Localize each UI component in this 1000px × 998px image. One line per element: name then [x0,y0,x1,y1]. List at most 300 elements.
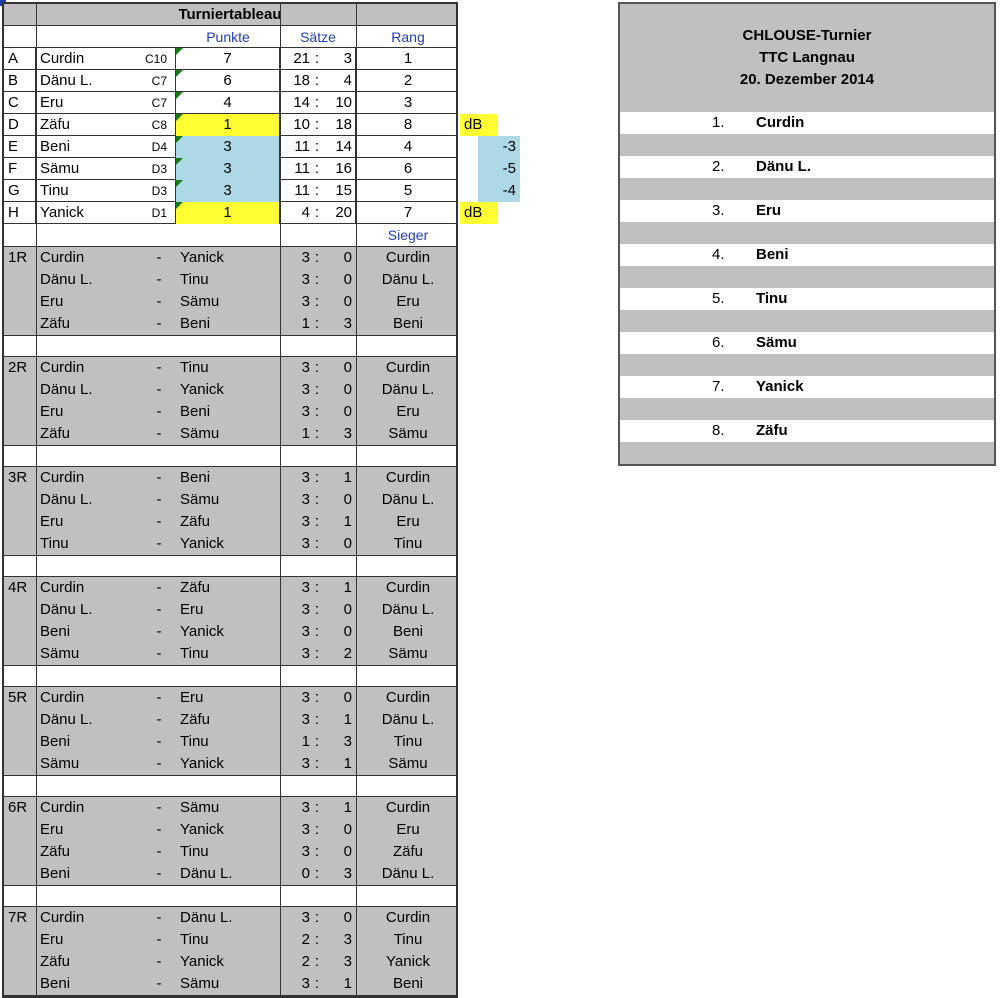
player-rank: 2 [403,72,413,89]
player-name: Dänu L. [40,72,93,89]
column-divider [36,4,37,996]
score-away: 0 [343,821,352,838]
round-label: 3R [8,469,28,486]
score-away: 0 [343,293,352,310]
tiebreak-note: dB [460,202,498,224]
match-home-player: Eru [40,293,64,310]
match-score [280,577,356,599]
match-home-player: Beni [40,865,71,882]
score-away: 0 [343,909,352,926]
match-score [280,709,356,731]
score-away: 3 [343,733,352,750]
comment-marker-icon [176,48,183,55]
ranking-entry [620,288,994,310]
match-home-player: Dänu L. [40,711,93,728]
score-away: 0 [343,689,352,706]
round-spacer [4,666,456,686]
sets-won: 11 [294,160,310,177]
player-points: 6 [223,72,232,89]
sets-lost: 18 [335,116,352,133]
player-points: 1 [223,116,232,133]
match-home-player: Curdin [40,359,85,376]
match-dash: - [156,711,162,728]
match-away-player: Dänu L. [180,865,233,882]
player-points-cell [176,114,280,136]
ranking-position: 4. [712,246,725,263]
round-label: 2R [8,359,28,376]
match-row[interactable] [4,423,456,445]
player-name: Curdin [40,50,85,67]
score-colon: : [314,579,320,596]
match-dash: - [156,645,162,662]
match-row[interactable] [4,357,456,379]
ranking-name: Curdin [756,114,805,131]
player-name-cell [36,92,176,114]
match-dash: - [156,601,162,618]
score-colon: : [314,931,320,948]
ranking-entry [620,156,994,178]
match-row[interactable] [4,511,456,533]
round-block [4,796,456,886]
score-colon: : [314,711,320,728]
comment-marker-icon [176,202,183,209]
match-away-player: Zäfu [180,579,211,596]
round-block [4,686,456,776]
header-saetze: Sätze [300,29,336,45]
match-row[interactable] [4,973,456,995]
score-away: 1 [343,799,352,816]
sets-colon: : [314,50,320,67]
score-home: 3 [301,381,310,398]
score-colon: : [314,425,320,442]
player-points: 3 [223,160,232,177]
score-home: 3 [301,843,310,860]
match-winner: Curdin [385,799,431,816]
match-score [280,511,356,533]
score-home: 3 [301,359,310,376]
match-away-player: Beni [180,315,211,332]
score-home: 3 [301,271,310,288]
score-away: 0 [343,843,352,860]
round-label: 5R [8,689,28,706]
match-away-player: Sämu [180,799,220,816]
comment-marker-icon [176,70,183,77]
round-label: 4R [8,579,28,596]
match-winner: Sämu [388,645,428,662]
score-home: 3 [301,645,310,662]
score-colon: : [314,843,320,860]
player-letter: G [4,180,36,202]
set-difference: -5 [478,158,520,180]
match-dash: - [156,425,162,442]
match-away-player: Tinu [180,931,209,948]
score-away: 0 [343,403,352,420]
tournament-sheet [2,2,458,998]
score-colon: : [314,469,320,486]
match-dash: - [156,359,162,376]
ranking-entry [620,420,994,442]
match-winner: Curdin [385,249,431,266]
match-home-player: Zäfu [40,843,71,860]
match-score [280,599,356,621]
match-home-player: Dänu L. [40,271,93,288]
round-spacer [4,886,456,906]
players-table [4,48,456,224]
match-winner: Curdin [385,909,431,926]
player-name: Beni [40,138,71,155]
match-row[interactable] [4,291,456,313]
match-row[interactable] [4,687,456,709]
score-away: 0 [343,491,352,508]
sets-colon: : [314,204,320,221]
match-score [280,379,356,401]
match-dash: - [156,843,162,860]
score-home: 3 [301,909,310,926]
player-name-cell [36,180,176,202]
sets-colon: : [314,116,320,133]
ranking-entry [620,112,994,134]
sets-won: 14 [293,94,310,111]
score-away: 1 [343,469,352,486]
match-home-player: Zäfu [40,953,71,970]
score-home: 1 [301,733,310,750]
match-home-player: Zäfu [40,425,71,442]
score-colon: : [314,293,320,310]
set-difference: -4 [478,180,520,202]
player-points-cell [176,136,280,158]
tiebreak-note: dB [460,114,498,136]
player-name: Yanick [40,204,84,221]
score-colon: : [314,821,320,838]
match-score [280,841,356,863]
ranking-box [618,2,996,466]
score-colon: : [314,689,320,706]
sets-lost: 3 [343,50,352,67]
comment-marker-icon [176,158,183,165]
player-name-cell [36,202,176,224]
match-home-player: Eru [40,821,64,838]
score-home: 0 [301,865,310,882]
match-away-player: Yanick [180,381,224,398]
match-winner: Eru [396,293,420,310]
match-row[interactable] [4,599,456,621]
match-row[interactable] [4,401,456,423]
player-row[interactable] [4,48,456,70]
match-home-player: Dänu L. [40,381,93,398]
score-away: 3 [343,931,352,948]
ranking-entry [620,244,994,266]
match-row[interactable] [4,929,456,951]
score-home: 3 [301,579,310,596]
match-away-player: Yanick [180,953,224,970]
match-row[interactable] [4,379,456,401]
comment-marker-icon [176,136,183,143]
match-winner: Beni [392,623,424,640]
match-away-player: Tinu [180,733,209,750]
match-row[interactable] [4,819,456,841]
score-away: 0 [343,623,352,640]
match-row[interactable] [4,533,456,555]
score-home: 3 [301,469,310,486]
player-letter: C [4,92,36,114]
match-winner: Dänu L. [381,381,435,398]
match-winner: Sämu [388,425,428,442]
match-row[interactable] [4,489,456,511]
sets-won: 21 [293,50,310,67]
match-home-player: Beni [40,623,71,640]
player-class: D3 [151,184,167,198]
match-score [280,621,356,643]
match-row[interactable] [4,951,456,973]
score-away: 1 [343,975,352,992]
ranking-entry [620,376,994,398]
player-points-cell [176,70,280,92]
player-sets [280,70,356,92]
match-away-player: Sämu [180,293,220,310]
player-name: Tinu [40,182,69,199]
player-points: 1 [223,204,232,221]
match-score [280,269,356,291]
sets-won: 11 [294,138,310,155]
score-colon: : [314,865,320,882]
player-sets [280,48,356,70]
match-dash: - [156,755,162,772]
player-name-cell [36,114,176,136]
player-row[interactable] [4,180,456,202]
ranking-title-tournament: CHLOUSE-Turnier [742,27,872,44]
score-colon: : [314,953,320,970]
match-row[interactable] [4,621,456,643]
match-winner: Curdin [385,359,431,376]
match-dash: - [156,469,162,486]
match-score [280,467,356,489]
ranking-title-block [620,4,994,112]
player-letter: F [4,158,36,180]
match-row[interactable] [4,247,456,269]
score-home: 3 [301,799,310,816]
match-row[interactable] [4,577,456,599]
score-away: 1 [343,579,352,596]
match-away-player: Sämu [180,425,220,442]
match-dash: - [156,865,162,882]
ranking-position: 3. [712,202,725,219]
score-home: 3 [301,535,310,552]
ranking-title-date: 20. Dezember 2014 [739,71,875,88]
match-winner: Dänu L. [381,271,435,288]
match-dash: - [156,579,162,596]
ranking-name: Beni [756,246,789,263]
match-winner: Beni [392,315,424,332]
round-label: 7R [8,909,28,926]
rounds-list [4,246,456,996]
player-rank: 4 [403,138,413,155]
round-spacer [4,446,456,466]
player-row[interactable] [4,92,456,114]
match-away-player: Tinu [180,271,209,288]
score-away: 3 [343,953,352,970]
player-letter: B [4,70,36,92]
player-rank: 7 [403,204,413,221]
player-name-cell [36,48,176,70]
match-dash: - [156,315,162,332]
player-row[interactable] [4,158,456,180]
sets-won: 11 [294,182,310,199]
player-class: D1 [151,206,167,220]
score-away: 1 [343,711,352,728]
match-score [280,247,356,269]
score-away: 0 [343,359,352,376]
player-letter: A [4,48,36,70]
player-rank: 5 [403,182,413,199]
player-rank: 8 [403,116,413,133]
ranking-name: Yanick [756,378,804,395]
match-row[interactable] [4,731,456,753]
match-home-player: Dänu L. [40,491,93,508]
match-dash: - [156,689,162,706]
match-row[interactable] [4,841,456,863]
player-name-cell [36,136,176,158]
match-row[interactable] [4,797,456,819]
player-points-cell [176,180,280,202]
ranking-list [620,112,994,442]
score-colon: : [314,315,320,332]
match-winner: Zäfu [392,843,423,860]
sets-lost: 14 [335,138,352,155]
match-score [280,973,356,995]
match-away-player: Dänu L. [180,909,233,926]
ranking-position: 8. [712,422,725,439]
round-spacer [4,336,456,356]
header-punkte: Punkte [206,29,250,45]
match-winner: Eru [396,403,420,420]
ranking-position: 1. [712,114,725,131]
match-away-player: Zäfu [180,513,211,530]
score-home: 3 [301,623,310,640]
match-score [280,753,356,775]
round-block [4,906,456,996]
sets-won: 10 [293,116,310,133]
sets-won: 4 [301,204,310,221]
score-away: 1 [343,755,352,772]
round-block [4,576,456,666]
match-dash: - [156,909,162,926]
match-dash: - [156,271,162,288]
player-row[interactable] [4,114,456,136]
match-dash: - [156,403,162,420]
match-winner: Beni [392,975,424,992]
match-row[interactable] [4,753,456,775]
player-sets [280,158,356,180]
match-winner: Curdin [385,689,431,706]
match-row[interactable] [4,643,456,665]
match-row[interactable] [4,863,456,885]
match-score [280,863,356,885]
match-score [280,797,356,819]
ranking-name: Zäfu [756,422,788,439]
player-sets [280,92,356,114]
score-home: 3 [301,601,310,618]
match-away-player: Beni [180,403,211,420]
score-colon: : [314,733,320,750]
match-winner: Dänu L. [381,865,435,882]
match-winner: Eru [396,821,420,838]
ranking-position: 7. [712,378,725,395]
score-colon: : [314,601,320,618]
match-home-player: Sämu [40,645,80,662]
match-score [280,907,356,929]
match-winner: Tinu [393,931,423,948]
match-row[interactable] [4,269,456,291]
match-dash: - [156,513,162,530]
player-name-cell [36,70,176,92]
match-home-player: Eru [40,931,64,948]
score-home: 1 [301,315,310,332]
match-row[interactable] [4,313,456,335]
player-points-cell [176,158,280,180]
match-row[interactable] [4,467,456,489]
match-winner: Sämu [388,755,428,772]
match-winner: Tinu [393,733,423,750]
match-away-player: Tinu [180,359,209,376]
player-row[interactable] [4,70,456,92]
ranking-name: Eru [756,202,782,219]
sets-colon: : [314,138,320,155]
score-home: 3 [301,403,310,420]
player-name: Zäfu [40,116,71,133]
round-spacer [4,776,456,796]
score-home: 3 [301,689,310,706]
match-dash: - [156,799,162,816]
match-score [280,313,356,335]
score-home: 2 [301,931,310,948]
sets-lost: 16 [335,160,352,177]
score-away: 3 [343,425,352,442]
player-letter: E [4,136,36,158]
match-home-player: Beni [40,733,71,750]
set-difference: -3 [478,136,520,158]
match-score [280,731,356,753]
sets-lost: 10 [335,94,352,111]
match-dash: - [156,953,162,970]
match-winner: Eru [396,513,420,530]
player-row[interactable] [4,136,456,158]
round-label: 6R [8,799,28,816]
player-row[interactable] [4,202,456,224]
player-points: 7 [223,50,232,67]
match-away-player: Yanick [180,755,224,772]
match-score [280,951,356,973]
ranking-name: Tinu [756,290,788,307]
match-score [280,357,356,379]
column-header-row [4,26,456,48]
match-away-player: Zäfu [180,711,211,728]
score-colon: : [314,535,320,552]
player-name: Eru [40,94,64,111]
score-away: 0 [343,535,352,552]
player-sets [280,136,356,158]
ranking-position: 6. [712,334,725,351]
player-points-cell [176,202,280,224]
match-away-player: Eru [180,689,204,706]
match-row[interactable] [4,709,456,731]
match-home-player: Tinu [40,535,69,552]
match-row[interactable] [4,907,456,929]
player-class: D3 [151,162,167,176]
column-divider [356,4,357,996]
score-home: 3 [301,293,310,310]
match-winner: Curdin [385,579,431,596]
score-colon: : [314,381,320,398]
